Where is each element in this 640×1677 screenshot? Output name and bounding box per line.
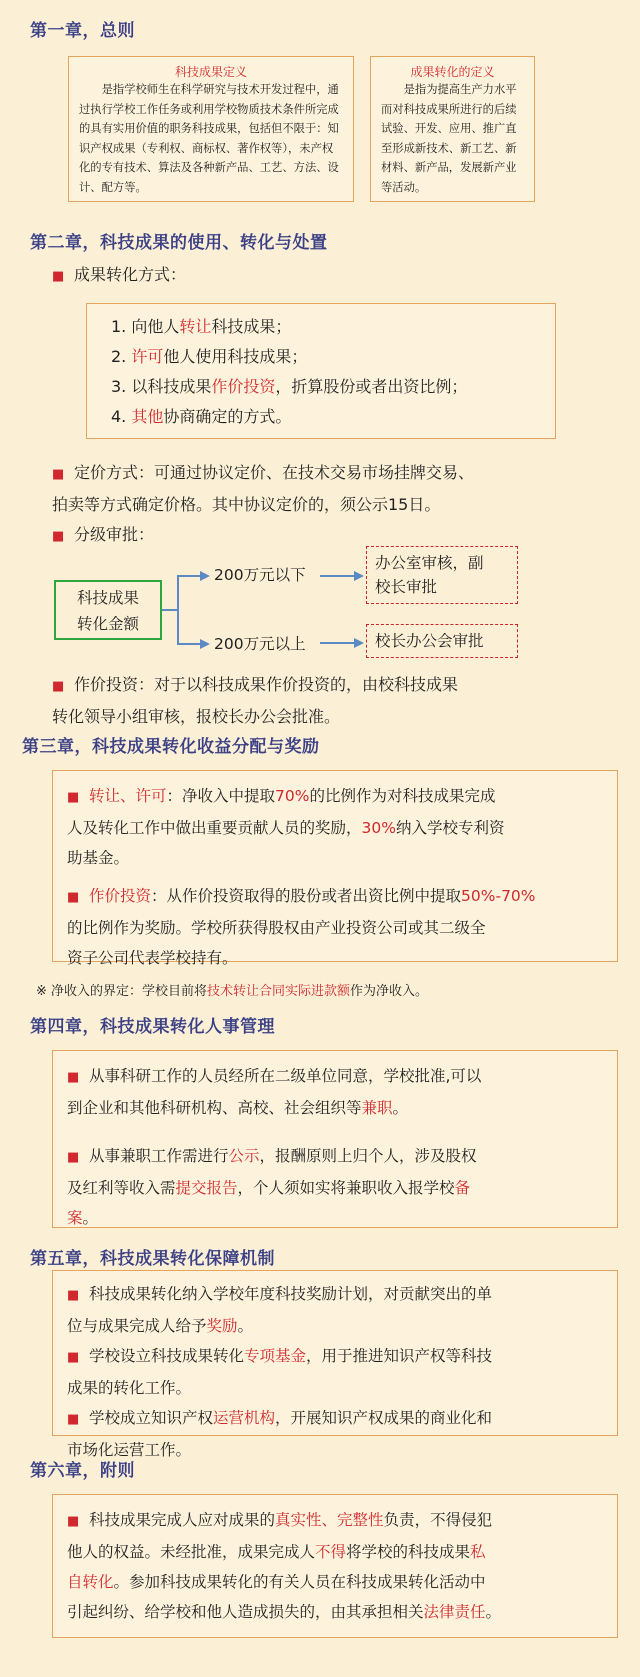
net-income-note: ※ 净收入的界定：学校目前将技术转让合同实际进款额作为净收入。 <box>36 984 429 999</box>
definition-box-transformation <box>370 56 535 202</box>
pricing-paragraph: ■ 定价方式：可通过协议定价、在技术交易市场挂牌交易、 拍卖等方式确定价格。其中协议定价的，须公示15日。 <box>52 458 612 520</box>
mode-item: 4. 其他协商确定的方式。 <box>111 407 292 426</box>
flow-low-result: 办公室审核，副 校长审批 <box>366 546 518 604</box>
bullet-icon: ■ <box>67 1150 80 1165</box>
personnel-item: ■ 从事科研工作的人员经所在二级单位同意，学校批准,可以 到企业和其他科研机构、高校、社会组织等兼职。 <box>67 1061 603 1123</box>
mode-item: 3. 以科技成果作价投资，折算股份或者出资比例； <box>111 377 468 396</box>
flow-low-label: 200万元以下 <box>214 566 306 584</box>
guarantee-box <box>52 1270 618 1459</box>
bullet-icon: ■ <box>67 1514 80 1529</box>
mode-item: 2. 许可他人使用科技成果； <box>111 347 308 366</box>
distribution-invest: ■ 作价投资：从作价投资取得的股份或者出资比例中提取50%-70% 的比例作为奖励。学校所获得股权由产业投资公司或其二级全 资子公司代表学校持有。 <box>67 881 603 973</box>
chapter3-title: 第三章，科技成果转化收益分配与奖励 <box>22 737 320 757</box>
flow-source-box: 科技成果 转化金额 <box>54 580 162 640</box>
guarantee-item: ■ 学校成立知识产权运营机构，开展知识产权成果的商业化和 市场化运营工作。 <box>67 1403 603 1465</box>
guarantee-item: ■ 学校设立科技成果转化专项基金，用于推进知识产权等科技 成果的转化工作。 <box>67 1341 603 1403</box>
chapter6-title: 第六章，附则 <box>30 1461 135 1481</box>
definition-title: 成果转化的定义 <box>410 65 495 79</box>
chapter1-title: 第一章，总则 <box>30 21 135 41</box>
chapter5-title: 第五章，科技成果转化保障机制 <box>30 1249 275 1269</box>
modes-box <box>86 303 556 439</box>
flow-result-arrows <box>318 560 368 660</box>
bullet-icon: ■ <box>52 679 65 694</box>
bullet-icon: ■ <box>52 529 65 544</box>
modes-label: ■ 成果转化方式： <box>52 260 186 292</box>
guarantee-item: ■ 科技成果转化纳入学校年度科技奖励计划，对贡献突出的单 位与成果完成人给予奖励。 <box>67 1279 603 1341</box>
chapter2-title: 第二章，科技成果的使用、转化与处置 <box>30 233 328 253</box>
approval-label: ■ 分级审批： <box>52 520 154 552</box>
distribution-box <box>52 770 618 967</box>
definition-title: 科技成果定义 <box>174 65 247 79</box>
distribution-transfer: ■ 转让、许可：净收入中提取70%的比例作为对科技成果完成 人及转化工作中做出重要贡献人员的奖励，30%纳入学校专利资 助基金。 <box>67 781 603 873</box>
bullet-icon: ■ <box>67 1070 80 1085</box>
definition-box-achievement <box>68 56 354 202</box>
definition-body: 是指学校师生在科学研究与技术开发过程中，通过执行学校工作任务或利用学校物质技术条件所完成的具有实用价值的职务科技成果，包括但不限于：知识产权成果（专利权、商标权、著作权等），未产权化的专有技术、算法及各种新产品、工艺、方法、设计、配方等。 <box>79 83 339 194</box>
appendix-paragraph: ■ 科技成果完成人应对成果的真实性、完整性负责，不得侵犯 他人的权益。未经批准，成果完成人不得将学校的科技成果私 自转化。参加科技成果转化的有关人员在科技成果转化活动中 引起纠纷、给学校和他人造成损失的，由其承担相关法律责任。 <box>67 1505 603 1627</box>
invest-paragraph: ■ 作价投资：对于以科技成果作价投资的，由校科技成果 转化领导小组审核，报校长办公会批准。 <box>52 670 612 732</box>
definition-body: 是指为提高生产力水平而对科技成果所进行的后续试验、开发、应用、推广直至形成新技术、新工艺、新材料、新产品，发展新产业等活动。 <box>381 83 517 194</box>
flow-high-label: 200万元以上 <box>214 635 306 653</box>
bullet-icon: ■ <box>67 790 80 805</box>
bullet-icon: ■ <box>67 1350 80 1365</box>
bullet-icon: ■ <box>67 1412 80 1427</box>
bullet-icon: ■ <box>67 1288 80 1303</box>
appendix-box <box>52 1494 618 1638</box>
bullet-icon: ■ <box>52 269 65 284</box>
personnel-box <box>52 1050 618 1228</box>
bullet-icon: ■ <box>52 467 65 482</box>
chapter4-title: 第四章，科技成果转化人事管理 <box>30 1017 275 1037</box>
mode-item: 1. 向他人转让科技成果； <box>111 317 292 336</box>
bullet-icon: ■ <box>67 890 80 905</box>
flow-high-result: 校长办公会审批 <box>366 624 518 658</box>
personnel-item: ■ 从事兼职工作需进行公示，报酬原则上归个人，涉及股权 及红利等收入需提交报告，个人须如实将兼职收入报学校备 案。 <box>67 1141 603 1233</box>
